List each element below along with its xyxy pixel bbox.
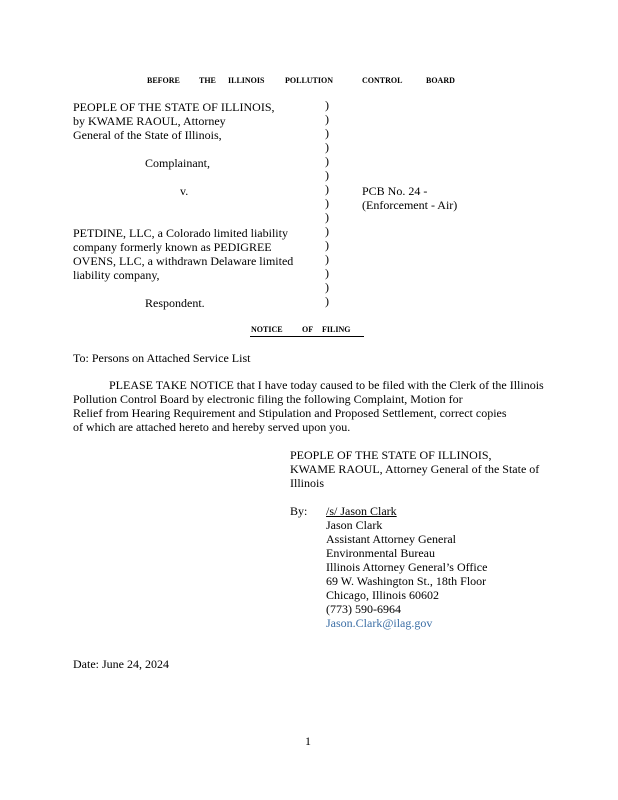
title-word: NOTICE: [251, 325, 283, 334]
complainant-label: Complainant,: [145, 156, 210, 170]
title-word: OF: [302, 325, 314, 334]
body-line: PLEASE TAKE NOTICE that I have today caused to be filed with the Clerk of the Illinois: [109, 378, 544, 392]
respondent-line: company formerly known as PEDIGREE: [73, 240, 272, 254]
header-word: THE: [199, 76, 216, 85]
caption-line: General of the State of Illinois,: [73, 128, 222, 142]
signature-block-line: Illinois: [290, 476, 325, 490]
respondent-line: OVENS, LLC, a withdrawn Delaware limited: [73, 254, 294, 268]
date-line: Date: June 24, 2024: [73, 657, 169, 671]
body-line: Relief from Hearing Requirement and Stipulation and Proposed Settlement, correct copies: [73, 406, 507, 420]
signature-block-line: PEOPLE OF THE STATE OF ILLINOIS,: [290, 448, 492, 462]
signer-line: 69 W. Washington St., 18th Floor: [326, 574, 487, 588]
email-link[interactable]: Jason.Clark@ilag.gov: [326, 616, 433, 630]
caption-line: PEOPLE OF THE STATE OF ILLINOIS,: [73, 100, 275, 114]
case-number: PCB No. 24 -: [362, 184, 428, 198]
header-word: CONTROL: [362, 76, 403, 85]
case-type: (Enforcement - Air): [362, 198, 458, 212]
caption-line: by KWAME RAOUL, Attorney: [73, 114, 226, 128]
signer-line: Illinois Attorney General’s Office: [326, 560, 488, 574]
body-line: of which are attached hereto and hereby served upon you.: [73, 420, 351, 434]
header-word: BEFORE: [147, 76, 180, 85]
document-title: [250, 324, 364, 337]
signer-line: Jason Clark: [326, 518, 383, 532]
header-word: ILLINOIS: [228, 76, 265, 85]
signer-line: Assistant Attorney General: [326, 532, 456, 546]
signer-line: Environmental Bureau: [326, 546, 435, 560]
body-line: Pollution Control Board by electronic filing the following Complaint, Motion for: [73, 392, 463, 406]
respondent-line: PETDINE, LLC, a Colorado limited liability: [73, 226, 288, 240]
to-line: To: Persons on Attached Service List: [73, 351, 251, 365]
caption-parentheses: ) ) ) ) ) ) ) ) ) ) ) ) ) ) ): [325, 98, 329, 308]
signature-block-line: KWAME RAOUL, Attorney General of the State of: [290, 462, 540, 476]
respondent-line: liability company,: [73, 268, 160, 282]
header-word: BOARD: [426, 76, 455, 85]
signer-line: (773) 590-6964: [326, 602, 401, 616]
title-word: FILING: [322, 325, 351, 334]
page-number: 1: [305, 734, 311, 748]
versus-label: v.: [180, 184, 189, 198]
header-word: POLLUTION: [285, 76, 334, 85]
signer-line: Chicago, Illinois 60602: [326, 588, 439, 602]
by-label: By:: [290, 504, 308, 518]
respondent-label: Respondent.: [145, 296, 205, 310]
electronic-signature: /s/ Jason Clark: [326, 504, 397, 518]
